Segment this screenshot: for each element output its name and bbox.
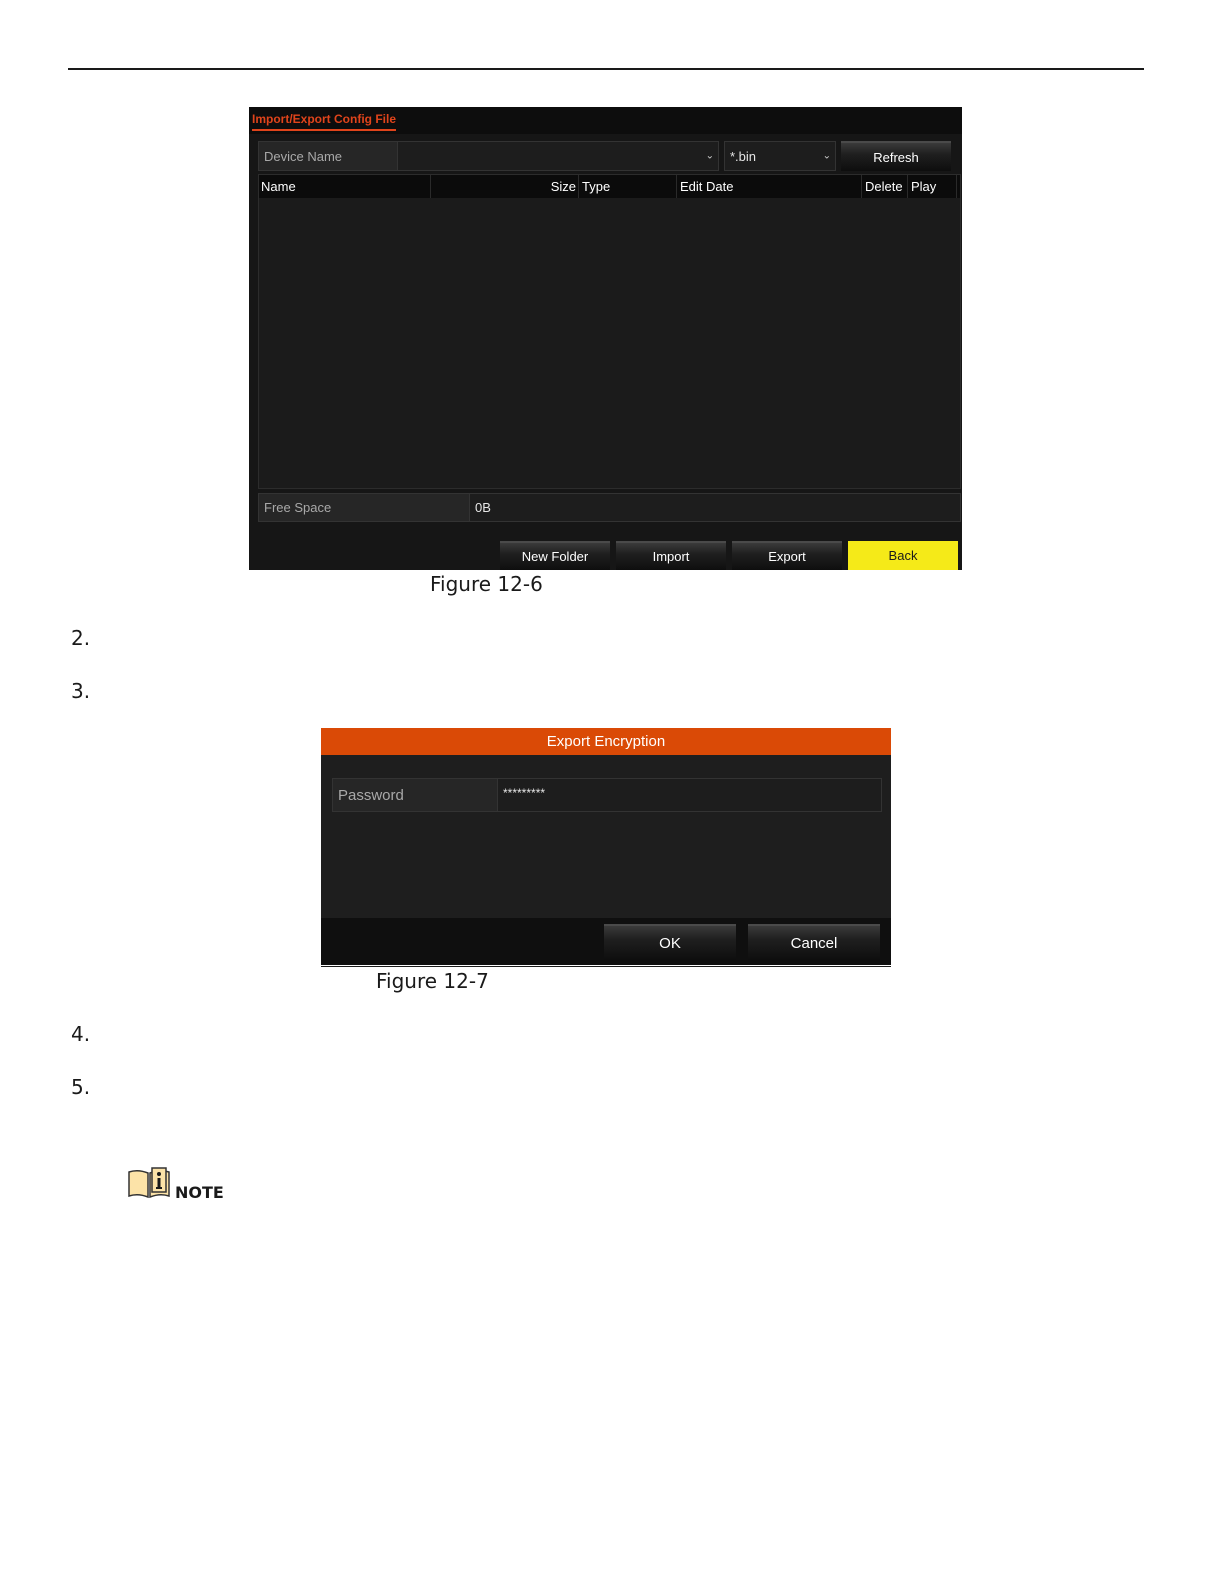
dialog-titlebar bbox=[249, 107, 962, 134]
dialog-header: Export Encryption bbox=[321, 728, 891, 755]
chevron-down-icon: ⌄ bbox=[822, 150, 831, 162]
chevron-down-icon: ⌄ bbox=[705, 150, 714, 162]
refresh-button[interactable]: Refresh bbox=[841, 141, 951, 171]
col-type[interactable]: Type bbox=[579, 175, 677, 198]
free-space-value: 0B bbox=[469, 493, 961, 522]
dialog-title: Import/Export Config File bbox=[252, 112, 396, 131]
password-input[interactable]: ********* bbox=[497, 778, 882, 812]
figure-12-6-caption: Figure 12-6 bbox=[430, 572, 543, 596]
table-header bbox=[259, 175, 960, 198]
file-table[interactable] bbox=[258, 174, 961, 489]
step-5-number: 5. bbox=[71, 1075, 91, 1099]
step-4-number: 4. bbox=[71, 1022, 91, 1046]
device-name-label: Device Name bbox=[258, 141, 398, 171]
back-button[interactable]: Back bbox=[848, 541, 958, 570]
col-size[interactable]: Size bbox=[431, 175, 579, 198]
file-type-select[interactable] bbox=[724, 141, 836, 171]
note-callout bbox=[127, 1166, 224, 1205]
note-label: NOTE bbox=[175, 1183, 224, 1202]
col-edit-date[interactable]: Edit Date bbox=[677, 175, 862, 198]
step-3-number: 3. bbox=[71, 679, 91, 703]
figure-12-7-caption: Figure 12-7 bbox=[376, 969, 489, 993]
new-folder-button[interactable]: New Folder bbox=[500, 541, 610, 570]
info-book-icon bbox=[127, 1166, 171, 1205]
password-label: Password bbox=[332, 778, 498, 812]
import-button[interactable]: Import bbox=[616, 541, 726, 570]
free-space-label: Free Space bbox=[258, 493, 470, 522]
figure-underline bbox=[321, 966, 891, 967]
step-2-number: 2. bbox=[71, 626, 91, 650]
col-play[interactable]: Play bbox=[908, 175, 957, 198]
ok-button[interactable]: OK bbox=[604, 924, 736, 960]
device-name-select[interactable] bbox=[397, 141, 719, 171]
export-button[interactable]: Export bbox=[732, 541, 842, 570]
import-export-config-dialog bbox=[249, 107, 962, 570]
cancel-button[interactable]: Cancel bbox=[748, 924, 880, 960]
col-delete[interactable]: Delete bbox=[862, 175, 908, 198]
export-encryption-dialog bbox=[321, 728, 891, 965]
header-rule bbox=[68, 68, 1144, 70]
col-name[interactable]: Name bbox=[259, 175, 431, 198]
file-type-value: *.bin bbox=[730, 148, 757, 164]
